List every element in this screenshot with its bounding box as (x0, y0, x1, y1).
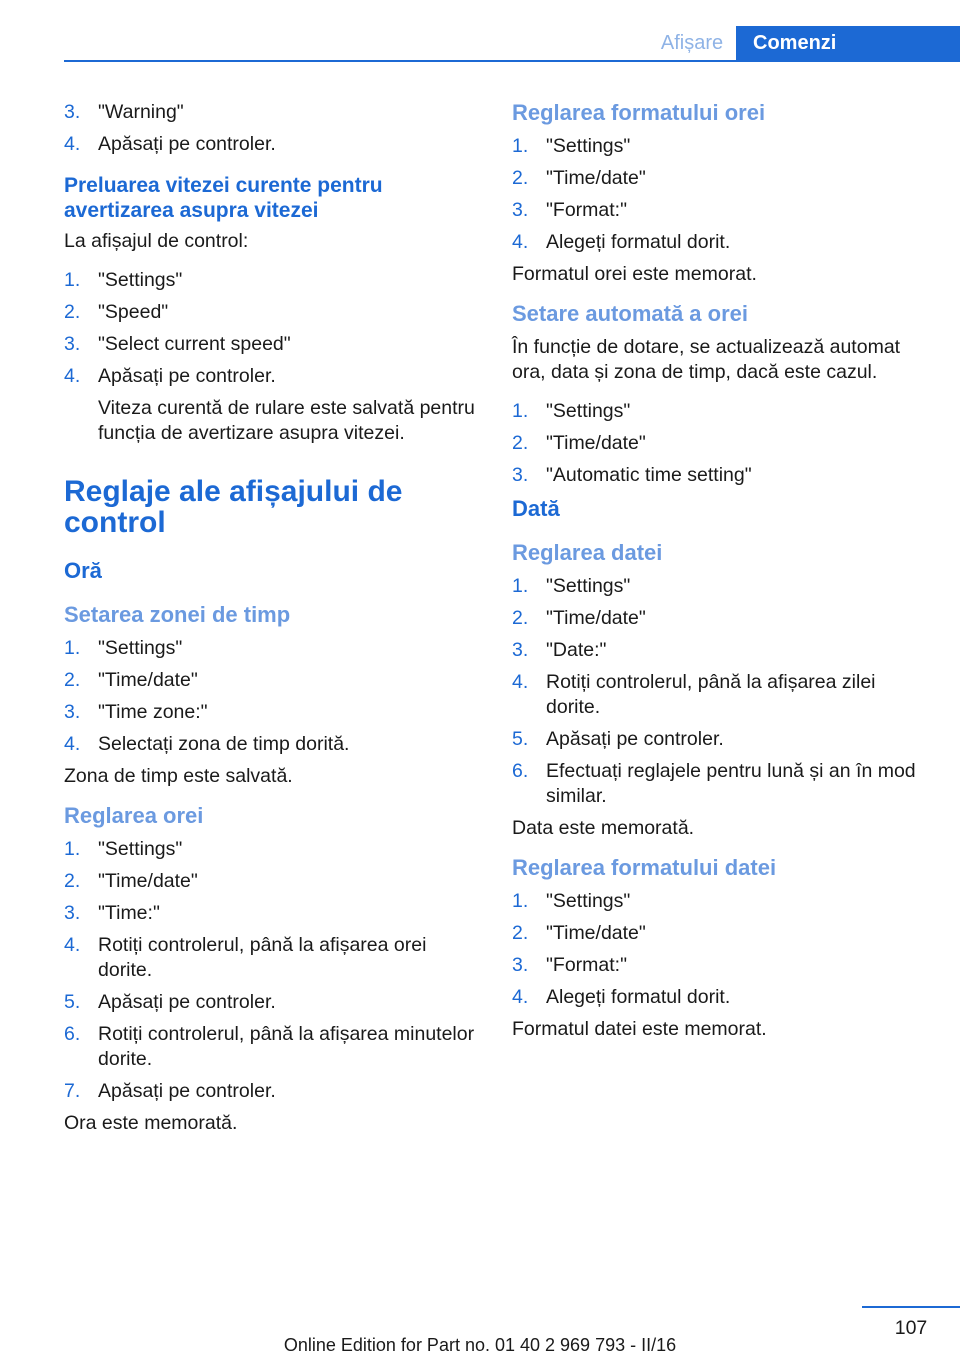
step-text: Apăsați pe controler. (98, 991, 276, 1013)
header-divider (64, 60, 960, 62)
paragraph-afisaj-control: La afișajul de control: (64, 230, 249, 252)
steps-warning-list (64, 100, 484, 157)
step-number: 4. (512, 671, 529, 693)
step-number: 3. (64, 902, 81, 924)
step-number: 3. (64, 701, 81, 723)
list-item (64, 1079, 484, 1104)
paragraph-zona-salvata: Zona de timp este salvată. (64, 765, 293, 787)
paragraph-ora-memorata: Ora este memorată. (64, 1112, 238, 1134)
list-item (64, 837, 484, 862)
step-number: 2. (512, 167, 529, 189)
list-item (512, 134, 932, 159)
steps-time-format-list (512, 134, 932, 255)
heading-format-data: Reglarea formatului datei (512, 855, 777, 880)
tab-afisare[interactable]: Afișare (660, 32, 724, 54)
step-number: 1. (512, 400, 529, 422)
list-item (64, 933, 484, 983)
list-item (512, 921, 932, 946)
step-number: 2. (64, 870, 81, 892)
step-number: 4. (512, 231, 529, 253)
heading-setare-automata: Setare automată a orei (512, 301, 748, 326)
steps-time-list (64, 837, 484, 1104)
list-item (64, 364, 484, 446)
step-text: "Settings" (98, 637, 183, 659)
heading-reglarea-datei: Reglarea datei (512, 540, 663, 565)
step-text: Rotiți controlerul, până la afișarea minutelor dorite. (98, 1023, 475, 1070)
step-number: 4. (64, 133, 81, 155)
step-number: 2. (512, 607, 529, 629)
steps-date-list (512, 574, 932, 809)
steps-time-zone-list (64, 636, 484, 757)
paragraph-format-data-memorat: Formatul datei este memorat. (512, 1018, 767, 1040)
paragraph-format-ora-memorat: Formatul orei este memorat. (512, 263, 757, 285)
step-note: Viteza curentă de rulare este salvată pentru funcția de avertizare asupra vitezei. (98, 397, 475, 444)
list-item (512, 638, 932, 663)
heading-setarea-zonei: Setarea zonei de timp (64, 602, 291, 627)
list-item (512, 759, 932, 809)
step-text: "Time/date" (546, 922, 646, 944)
step-text: "Time/date" (98, 669, 198, 691)
step-number: 1. (512, 135, 529, 157)
list-item (512, 985, 932, 1010)
step-text: "Settings" (546, 575, 631, 597)
right-column (512, 100, 932, 1056)
step-text: Rotiți controlerul, până la afișarea orei dorite. (98, 934, 427, 981)
list-item (64, 901, 484, 926)
list-item (512, 230, 932, 255)
list-item (512, 431, 932, 456)
step-number: 1. (64, 838, 81, 860)
step-text: "Time:" (98, 902, 160, 924)
step-number: 3. (64, 101, 81, 123)
list-item (512, 606, 932, 631)
list-item (512, 670, 932, 720)
step-text: "Settings" (546, 135, 631, 157)
page-number: 107 (894, 1317, 928, 1339)
steps-speed-list (64, 268, 484, 446)
step-text: "Settings" (546, 400, 631, 422)
list-item (64, 668, 484, 693)
step-text: Efectuați reglajele pentru lună și an în mod similar. (546, 760, 916, 807)
step-number: 4. (64, 934, 81, 956)
step-text: "Time zone:" (98, 701, 208, 723)
step-number: 3. (512, 199, 529, 221)
step-text: "Format:" (546, 954, 628, 976)
step-number: 3. (512, 464, 529, 486)
step-text: Apăsați pe controler. (98, 1080, 276, 1102)
step-text: "Time/date" (546, 607, 646, 629)
steps-automatic-time-list (512, 399, 932, 488)
step-number: 7. (64, 1080, 81, 1102)
heading-reglaje-afisaj: Reglaje ale afișajului de control (64, 475, 403, 539)
step-text: "Date:" (546, 639, 607, 661)
list-item (512, 198, 932, 223)
step-text: "Time/date" (546, 432, 646, 454)
step-number: 5. (64, 991, 81, 1013)
step-number: 1. (512, 575, 529, 597)
step-number: 1. (512, 890, 529, 912)
steps-date-format-list (512, 889, 932, 1010)
step-text: Alegeți formatul dorit. (546, 986, 731, 1008)
list-item (512, 399, 932, 424)
list-item (512, 463, 932, 488)
list-item (64, 636, 484, 661)
step-number: 5. (512, 728, 529, 750)
list-item (64, 1022, 484, 1072)
step-text: "Time/date" (546, 167, 646, 189)
step-text: Apăsați pe controler. (546, 728, 724, 750)
heading-preluarea-vitezei: Preluarea vitezei curente pentru avertizarea asupra vitezei (64, 174, 383, 222)
step-text: "Settings" (546, 890, 631, 912)
step-text: "Settings" (98, 838, 183, 860)
step-text: Selectați zona de timp dorită. (98, 733, 350, 755)
list-item (64, 268, 484, 293)
step-number: 1. (64, 269, 81, 291)
list-item (64, 700, 484, 725)
list-item (512, 727, 932, 752)
step-number: 2. (64, 669, 81, 691)
step-number: 4. (64, 733, 81, 755)
step-number: 2. (64, 301, 81, 323)
step-text: "Automatic time setting" (546, 464, 752, 486)
list-item (512, 166, 932, 191)
heading-data: Dată (512, 496, 560, 521)
paragraph-setare-automata: În funcție de dotare, se actualizează automat ora, data și zona de timp, dacă este cazul. (512, 336, 901, 383)
heading-ora: Oră (64, 558, 102, 583)
step-number: 6. (64, 1023, 81, 1045)
heading-format-ora: Reglarea formatului orei (512, 100, 766, 125)
step-text: Apăsați pe controler. (98, 133, 276, 155)
step-text: Apăsați pe controler. (98, 365, 276, 387)
step-text: Rotiți controlerul, până la afișarea zilei dorite. (546, 671, 876, 718)
heading-reglarea-orei: Reglarea orei (64, 803, 204, 828)
step-text: "Time/date" (98, 870, 198, 892)
step-number: 3. (64, 333, 81, 355)
step-text: Alegeți formatul dorit. (546, 231, 731, 253)
tab-comenzi[interactable]: Comenzi (736, 26, 960, 62)
step-text: "Select current speed" (98, 333, 291, 355)
list-item (64, 300, 484, 325)
list-item (64, 869, 484, 894)
step-number: 4. (512, 986, 529, 1008)
list-item (64, 990, 484, 1015)
left-column (64, 100, 484, 1150)
step-text: "Speed" (98, 301, 169, 323)
page-number-divider (862, 1306, 960, 1308)
step-number: 3. (512, 639, 529, 661)
step-text: "Warning" (98, 101, 184, 123)
list-item (512, 574, 932, 599)
step-number: 3. (512, 954, 529, 976)
list-item (64, 132, 484, 157)
step-number: 2. (512, 432, 529, 454)
step-number: 4. (64, 365, 81, 387)
paragraph-data-memorata: Data este memorată. (512, 817, 695, 839)
page-header (0, 0, 960, 64)
list-item (64, 732, 484, 757)
step-number: 6. (512, 760, 529, 782)
list-item (64, 100, 484, 125)
step-text: "Settings" (98, 269, 183, 291)
step-number: 1. (64, 637, 81, 659)
list-item (512, 953, 932, 978)
list-item (64, 332, 484, 357)
footer-edition: Online Edition for Part no. 01 40 2 969 793 - II/16 (283, 1335, 677, 1355)
step-text: "Format:" (546, 199, 628, 221)
list-item (512, 889, 932, 914)
step-number: 2. (512, 922, 529, 944)
